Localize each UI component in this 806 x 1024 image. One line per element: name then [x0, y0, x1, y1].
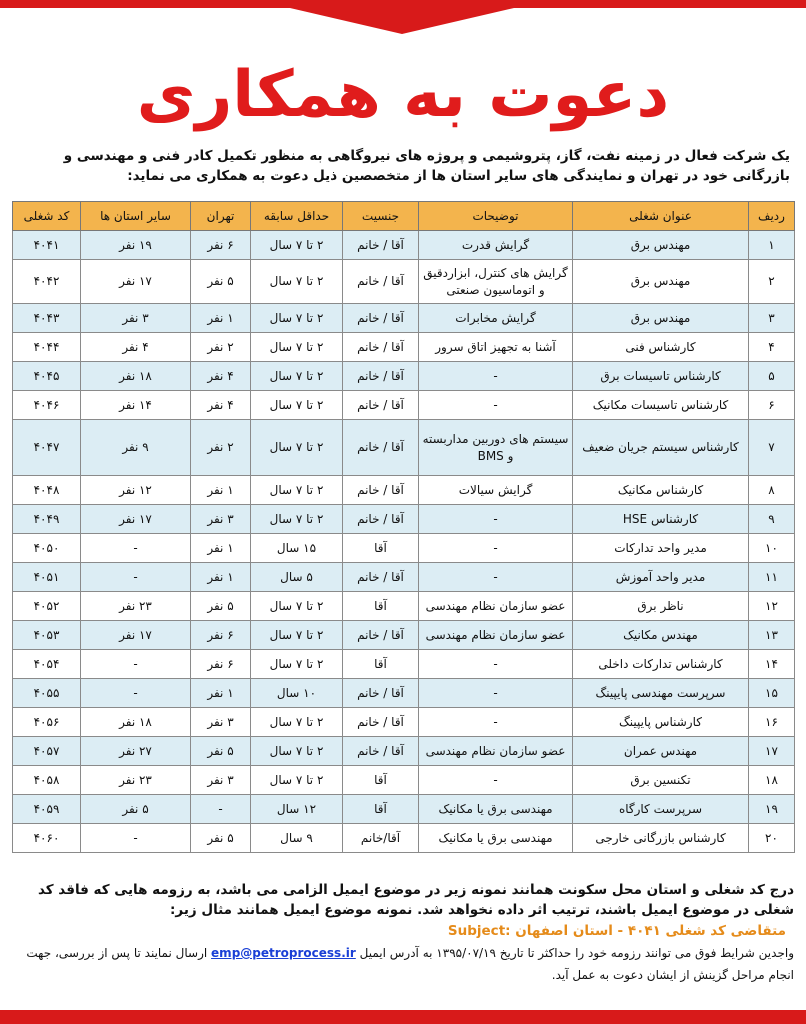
cell-min-experience: ۲ تا ۷ سال	[251, 708, 343, 737]
cell-gender: آقا / خانم	[343, 737, 419, 766]
cell-job-code: ۴۰۴۳	[13, 304, 81, 333]
cell-job-title: ناظر برق	[573, 592, 749, 621]
cell-job-title: مدیر واحد تدارکات	[573, 534, 749, 563]
cell-job-title: کارشناس مکانیک	[573, 476, 749, 505]
cell-other-provinces-count: ۵ نفر	[81, 795, 191, 824]
table-row	[13, 231, 795, 260]
cell-job-title: کارشناس تاسیسات مکانیک	[573, 391, 749, 420]
footer-apply-text	[12, 942, 794, 986]
cell-job-title: مهندس عمران	[573, 737, 749, 766]
cell-min-experience: ۲ تا ۷ سال	[251, 505, 343, 534]
cell-other-provinces-count: ۳ نفر	[81, 304, 191, 333]
cell-tehran-count: -	[191, 795, 251, 824]
cell-job-code: ۴۰۵۴	[13, 650, 81, 679]
cell-job-title: کارشناس تاسیسات برق	[573, 362, 749, 391]
cell-min-experience: ۲ تا ۷ سال	[251, 362, 343, 391]
cell-row-number: ۱	[749, 231, 795, 260]
header-cell-tehran: تهران	[191, 202, 251, 231]
cell-min-experience: ۲ تا ۷ سال	[251, 592, 343, 621]
cell-gender: آقا / خانم	[343, 708, 419, 737]
cell-tehran-count: ۲ نفر	[191, 420, 251, 476]
cell-min-experience: ۲ تا ۷ سال	[251, 476, 343, 505]
cell-tehran-count: ۲ نفر	[191, 333, 251, 362]
cell-other-provinces-count: -	[81, 534, 191, 563]
cell-job-title: مهندس برق	[573, 231, 749, 260]
cell-row-number: ۸	[749, 476, 795, 505]
cell-tehran-count: ۴ نفر	[191, 362, 251, 391]
cell-row-number: ۱۴	[749, 650, 795, 679]
cell-job-title: کارشناس پایپینگ	[573, 708, 749, 737]
cell-gender: آقا / خانم	[343, 505, 419, 534]
cell-job-code: ۴۰۵۳	[13, 621, 81, 650]
cell-tehran-count: ۱ نفر	[191, 534, 251, 563]
cell-tehran-count: ۴ نفر	[191, 391, 251, 420]
cell-job-code: ۴۰۵۶	[13, 708, 81, 737]
cell-gender: آقا / خانم	[343, 476, 419, 505]
cell-other-provinces-count: -	[81, 824, 191, 853]
cell-min-experience: ۲ تا ۷ سال	[251, 260, 343, 304]
cell-job-code: ۴۰۴۲	[13, 260, 81, 304]
table-row	[13, 737, 795, 766]
cell-job-code: ۴۰۴۸	[13, 476, 81, 505]
cell-gender: آقا / خانم	[343, 391, 419, 420]
cell-gender: آقا / خانم	[343, 260, 419, 304]
table-row	[13, 391, 795, 420]
table-body	[13, 231, 795, 853]
cell-gender: آقا	[343, 795, 419, 824]
cell-gender: آقا	[343, 650, 419, 679]
table-row	[13, 304, 795, 333]
cell-min-experience: ۲ تا ۷ سال	[251, 650, 343, 679]
cell-other-provinces-count: ۲۳ نفر	[81, 766, 191, 795]
cell-tehran-count: ۶ نفر	[191, 231, 251, 260]
cell-row-number: ۲	[749, 260, 795, 304]
cell-tehran-count: ۳ نفر	[191, 505, 251, 534]
cell-tehran-count: ۵ نفر	[191, 737, 251, 766]
cell-other-provinces-count: ۱۴ نفر	[81, 391, 191, 420]
table-row	[13, 766, 795, 795]
header-cell-min-experience: حداقل سابقه	[251, 202, 343, 231]
bottom-red-bar	[0, 1010, 806, 1024]
cell-other-provinces-count: ۲۷ نفر	[81, 737, 191, 766]
cell-min-experience: ۱۵ سال	[251, 534, 343, 563]
cell-min-experience: ۱۰ سال	[251, 679, 343, 708]
cell-job-code: ۴۰۵۰	[13, 534, 81, 563]
cell-min-experience: ۲ تا ۷ سال	[251, 231, 343, 260]
cell-min-experience: ۲ تا ۷ سال	[251, 304, 343, 333]
top-red-bar	[0, 0, 806, 8]
cell-tehran-count: ۵ نفر	[191, 260, 251, 304]
cell-row-number: ۹	[749, 505, 795, 534]
cell-job-title: مهندس برق	[573, 304, 749, 333]
cell-job-code: ۴۰۶۰	[13, 824, 81, 853]
cell-description: -	[419, 362, 573, 391]
table-row	[13, 795, 795, 824]
cell-tehran-count: ۵ نفر	[191, 592, 251, 621]
cell-description: گرایش های کنترل، ابزاردقیق و اتوماسیون صنعتی	[419, 260, 573, 304]
cell-description: گرایش قدرت	[419, 231, 573, 260]
cell-row-number: ۷	[749, 420, 795, 476]
cell-row-number: ۳	[749, 304, 795, 333]
cell-job-title: سرپرست کارگاه	[573, 795, 749, 824]
cell-gender: آقا/خانم	[343, 824, 419, 853]
cell-description: -	[419, 650, 573, 679]
apply-text-after-email: ارسال نمایند تا پس از بررسی، جهت انجام مراحل گزینش از ایشان دعوت به عمل آید.	[26, 946, 794, 982]
cell-job-title: مهندس برق	[573, 260, 749, 304]
jobs-table	[12, 201, 795, 853]
cell-row-number: ۱۸	[749, 766, 795, 795]
cell-min-experience: ۹ سال	[251, 824, 343, 853]
cell-description: گرایش سیالات	[419, 476, 573, 505]
cell-other-provinces-count: ۹ نفر	[81, 420, 191, 476]
cell-job-code: ۴۰۵۲	[13, 592, 81, 621]
top-red-notch	[290, 8, 514, 34]
cell-gender: آقا / خانم	[343, 304, 419, 333]
cell-gender: آقا	[343, 592, 419, 621]
cell-description: -	[419, 534, 573, 563]
table-row	[13, 708, 795, 737]
table-row	[13, 824, 795, 853]
cell-other-provinces-count: ۱۲ نفر	[81, 476, 191, 505]
table-row	[13, 563, 795, 592]
cell-gender: آقا	[343, 766, 419, 795]
cell-tehran-count: ۱ نفر	[191, 679, 251, 708]
cell-gender: آقا / خانم	[343, 333, 419, 362]
cell-tehran-count: ۳ نفر	[191, 766, 251, 795]
cell-description: آشنا به تجهیز اتاق سرور	[419, 333, 573, 362]
cell-row-number: ۵	[749, 362, 795, 391]
cell-tehran-count: ۱ نفر	[191, 476, 251, 505]
header-cell-job-code: کد شغلی	[13, 202, 81, 231]
table-row	[13, 260, 795, 304]
cell-job-title: کارشناس HSE	[573, 505, 749, 534]
cell-other-provinces-count: ۱۷ نفر	[81, 260, 191, 304]
cell-gender: آقا / خانم	[343, 563, 419, 592]
cell-row-number: ۶	[749, 391, 795, 420]
cell-job-title: سرپرست مهندسی پایپینگ	[573, 679, 749, 708]
cell-job-code: ۴۰۴۶	[13, 391, 81, 420]
cell-job-title: کارشناس بازرگانی خارجی	[573, 824, 749, 853]
cell-description: -	[419, 563, 573, 592]
table-header-row	[13, 202, 795, 231]
cell-tehran-count: ۶ نفر	[191, 621, 251, 650]
cell-row-number: ۱۲	[749, 592, 795, 621]
cell-min-experience: ۲ تا ۷ سال	[251, 420, 343, 476]
cell-min-experience: ۲ تا ۷ سال	[251, 737, 343, 766]
cell-min-experience: ۲ تا ۷ سال	[251, 333, 343, 362]
table-row	[13, 362, 795, 391]
intro-paragraph: یک شرکت فعال در زمینه نفت، گاز، پتروشیمی و پروژه های نیروگاهی به منظور تکمیل کادر فنی و مهندسی و بازرگانی خود در تهران و نمایندگی های سایر استان ها از متخصصین ذیل دعوت به همکاری می نماید:	[63, 148, 790, 184]
cell-tehran-count: ۱ نفر	[191, 563, 251, 592]
cell-gender: آقا / خانم	[343, 679, 419, 708]
cell-description: عضو سازمان نظام مهندسی	[419, 592, 573, 621]
cell-row-number: ۲۰	[749, 824, 795, 853]
cell-job-title: کارشناس سیستم جریان ضعیف	[573, 420, 749, 476]
cell-row-number: ۱۱	[749, 563, 795, 592]
cell-job-code: ۴۰۵۱	[13, 563, 81, 592]
page-title: دعوت به همکاری	[136, 58, 670, 132]
cell-min-experience: ۱۲ سال	[251, 795, 343, 824]
cell-min-experience: ۲ تا ۷ سال	[251, 766, 343, 795]
cell-description: -	[419, 391, 573, 420]
cell-description: -	[419, 679, 573, 708]
cell-min-experience: ۵ سال	[251, 563, 343, 592]
cell-other-provinces-count: ۱۷ نفر	[81, 621, 191, 650]
cell-row-number: ۱۶	[749, 708, 795, 737]
cell-min-experience: ۲ تا ۷ سال	[251, 621, 343, 650]
header-cell-description: توضیحات	[419, 202, 573, 231]
cell-description: مهندسی برق یا مکانیک	[419, 824, 573, 853]
cell-other-provinces-count: ۴ نفر	[81, 333, 191, 362]
table-row	[13, 592, 795, 621]
footer-instruction: درج کد شغلی و استان محل سکونت همانند نمونه زیر در موضوع ایمیل الزامی می باشد، به رزومه هایی که فاقد کد شغلی در موضوع ایمیل باشند، ترتیب اثر داده نخواهد شد. نمونه موضوع ایمیل همانند مثال زیر:	[37, 882, 794, 918]
cell-job-code: ۴۰۵۹	[13, 795, 81, 824]
header-cell-other-provinces: سایر استان ها	[81, 202, 191, 231]
cell-job-title: کارشناس فنی	[573, 333, 749, 362]
cell-gender: آقا / خانم	[343, 362, 419, 391]
cell-job-code: ۴۰۵۵	[13, 679, 81, 708]
table-row	[13, 333, 795, 362]
cell-other-provinces-count: ۱۷ نفر	[81, 505, 191, 534]
cell-other-provinces-count: ۲۳ نفر	[81, 592, 191, 621]
cell-row-number: ۱۰	[749, 534, 795, 563]
cell-row-number: ۱۵	[749, 679, 795, 708]
header-cell-row-number: ردیف	[749, 202, 795, 231]
cell-row-number: ۴	[749, 333, 795, 362]
cell-description: -	[419, 766, 573, 795]
cell-job-title: مدیر واحد آموزش	[573, 563, 749, 592]
cell-row-number: ۱۳	[749, 621, 795, 650]
cell-job-title: کارشناس تدارکات داخلی	[573, 650, 749, 679]
table-row	[13, 505, 795, 534]
cell-job-code: ۴۰۴۴	[13, 333, 81, 362]
cell-other-provinces-count: -	[81, 679, 191, 708]
cell-other-provinces-count: ۱۹ نفر	[81, 231, 191, 260]
cell-description: عضو سازمان نظام مهندسی	[419, 621, 573, 650]
cell-tehran-count: ۳ نفر	[191, 708, 251, 737]
cell-gender: آقا / خانم	[343, 420, 419, 476]
cell-job-code: ۴۰۴۵	[13, 362, 81, 391]
email-link[interactable]: emp@petroprocess.ir	[211, 946, 356, 960]
cell-job-code: ۴۰۴۷	[13, 420, 81, 476]
cell-description: گرایش مخابرات	[419, 304, 573, 333]
apply-text-before-email: واجدین شرایط فوق می توانند رزومه خود را حداکثر تا تاریخ ۱۳۹۵/۰۷/۱۹ به آدرس ایمیل	[359, 946, 794, 960]
header-cell-gender: جنسیت	[343, 202, 419, 231]
cell-other-provinces-count: -	[81, 563, 191, 592]
table-row	[13, 534, 795, 563]
cell-row-number: ۱۹	[749, 795, 795, 824]
cell-gender: آقا	[343, 534, 419, 563]
table-row	[13, 420, 795, 476]
cell-description: عضو سازمان نظام مهندسی	[419, 737, 573, 766]
cell-job-code: ۴۰۵۸	[13, 766, 81, 795]
cell-description: -	[419, 708, 573, 737]
cell-other-provinces-count: ۱۸ نفر	[81, 708, 191, 737]
subject-example: متقاضی کد شغلی ۴۰۴۱ - استان اصفهان :Subject	[447, 923, 786, 939]
cell-row-number: ۱۷	[749, 737, 795, 766]
header-cell-job-title: عنوان شغلی	[573, 202, 749, 231]
cell-job-code: ۴۰۴۹	[13, 505, 81, 534]
table-row	[13, 679, 795, 708]
table-row	[13, 621, 795, 650]
table-row	[13, 476, 795, 505]
cell-job-code: ۴۰۴۱	[13, 231, 81, 260]
cell-description: مهندسی برق یا مکانیک	[419, 795, 573, 824]
table-row	[13, 650, 795, 679]
cell-other-provinces-count: ۱۸ نفر	[81, 362, 191, 391]
cell-tehran-count: ۶ نفر	[191, 650, 251, 679]
cell-job-title: تکنسین برق	[573, 766, 749, 795]
cell-description: سیستم های دوربین مداربسته و BMS	[419, 420, 573, 476]
cell-gender: آقا / خانم	[343, 621, 419, 650]
cell-job-code: ۴۰۵۷	[13, 737, 81, 766]
footer-notes	[12, 880, 794, 986]
cell-job-title: مهندس مکانیک	[573, 621, 749, 650]
cell-tehran-count: ۱ نفر	[191, 304, 251, 333]
cell-other-provinces-count: -	[81, 650, 191, 679]
cell-tehran-count: ۵ نفر	[191, 824, 251, 853]
cell-gender: آقا / خانم	[343, 231, 419, 260]
cell-min-experience: ۲ تا ۷ سال	[251, 391, 343, 420]
cell-description: -	[419, 505, 573, 534]
